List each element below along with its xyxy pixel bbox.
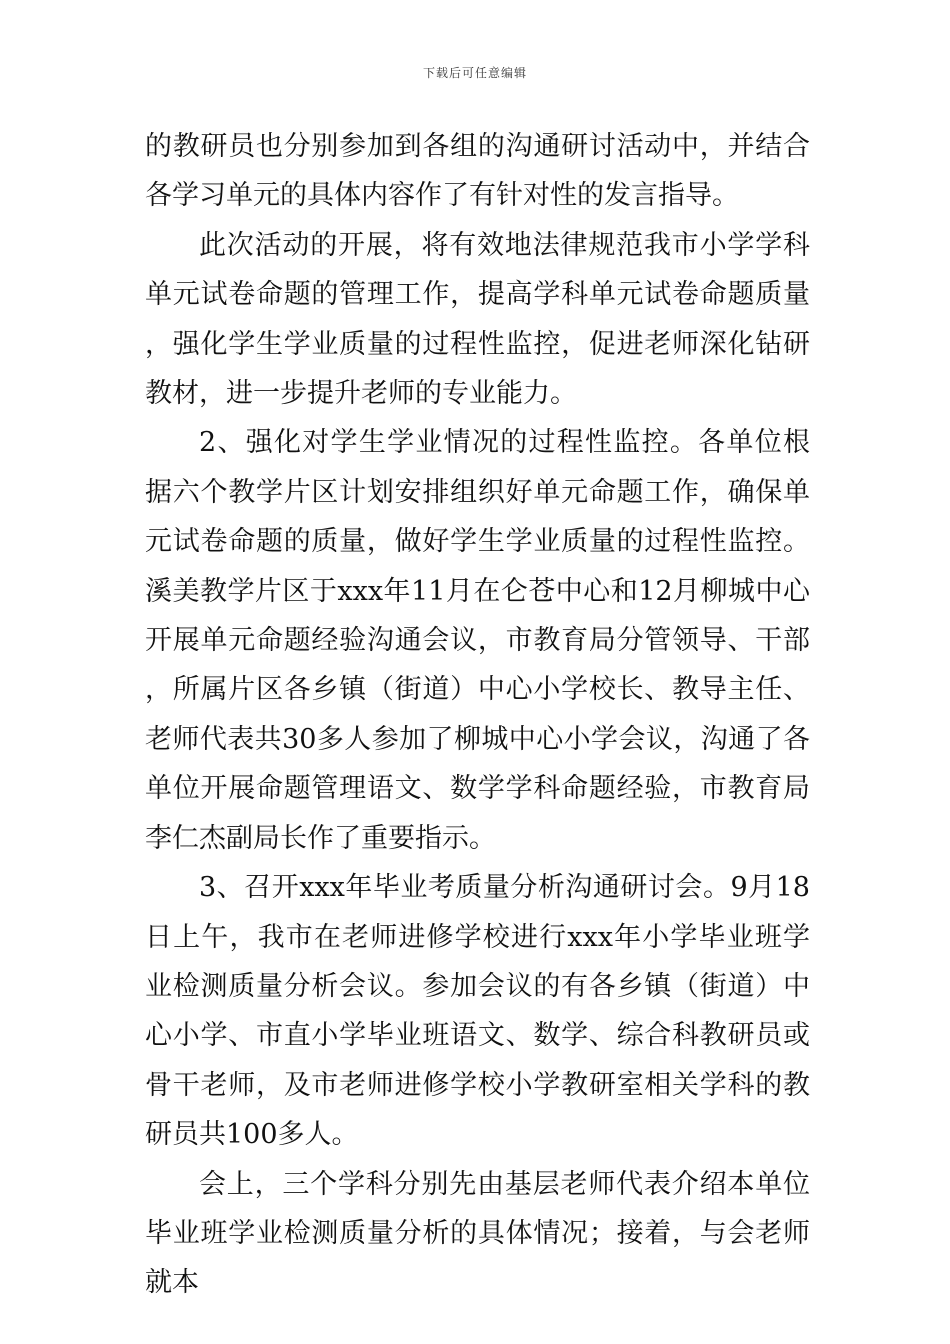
page-header: 下载后可任意编辑 — [422, 66, 527, 80]
paragraph-item-3: 3、召开xxx年毕业考质量分析沟通研讨会。9月18日上午，我市在老师进修学校进行xxx年小学毕业班学业检测质量分析会议。参加会议的有各乡镇（街道）中心小学、市直小学毕业班语文、数学、综合科教研员或骨干老师，及市老师进修学校小学教研室相关学科的教研员共100多人。 — [145, 872, 810, 1151]
paragraph-meeting: 会上，三个学科分别先由基层老师代表介绍本单位毕业班学业检测质量分析的具体情况；接着，与会老师就本 — [145, 1168, 810, 1299]
paragraph-item-2: 2、强化对学生学业情况的过程性监控。各单位根据六个教学片区计划安排组织好单元命题工作，确保单元试卷命题的质量，做好学生学业质量的过程性监控。溪美教学片区于xxx年11月在仑苍中心和12月柳城中心开展单元命题经验沟通会议，市教育局分管领导、干部，所属片区各乡镇（街道）中心小学校长、教导主任、老师代表共30多人参加了柳城中心小学会议，沟通了各单位开展命题管理语文、数学学科命题经验，市教育局李仁杰副局长作了重要指示。 — [145, 427, 810, 854]
paragraph-continuation: 的教研员也分别参加到各组的沟通研讨活动中，并结合各学习单元的具体内容作了有针对性的发言指导。 — [145, 131, 810, 212]
paragraph-activity-summary: 此次活动的开展，将有效地法律规范我市小学学科单元试卷命题的管理工作，提高学科单元试卷命题质量，强化学生学业质量的过程性监控，促进老师深化钻研教材，进一步提升老师的专业能力。 — [145, 229, 810, 410]
document-body — [145, 122, 810, 1308]
